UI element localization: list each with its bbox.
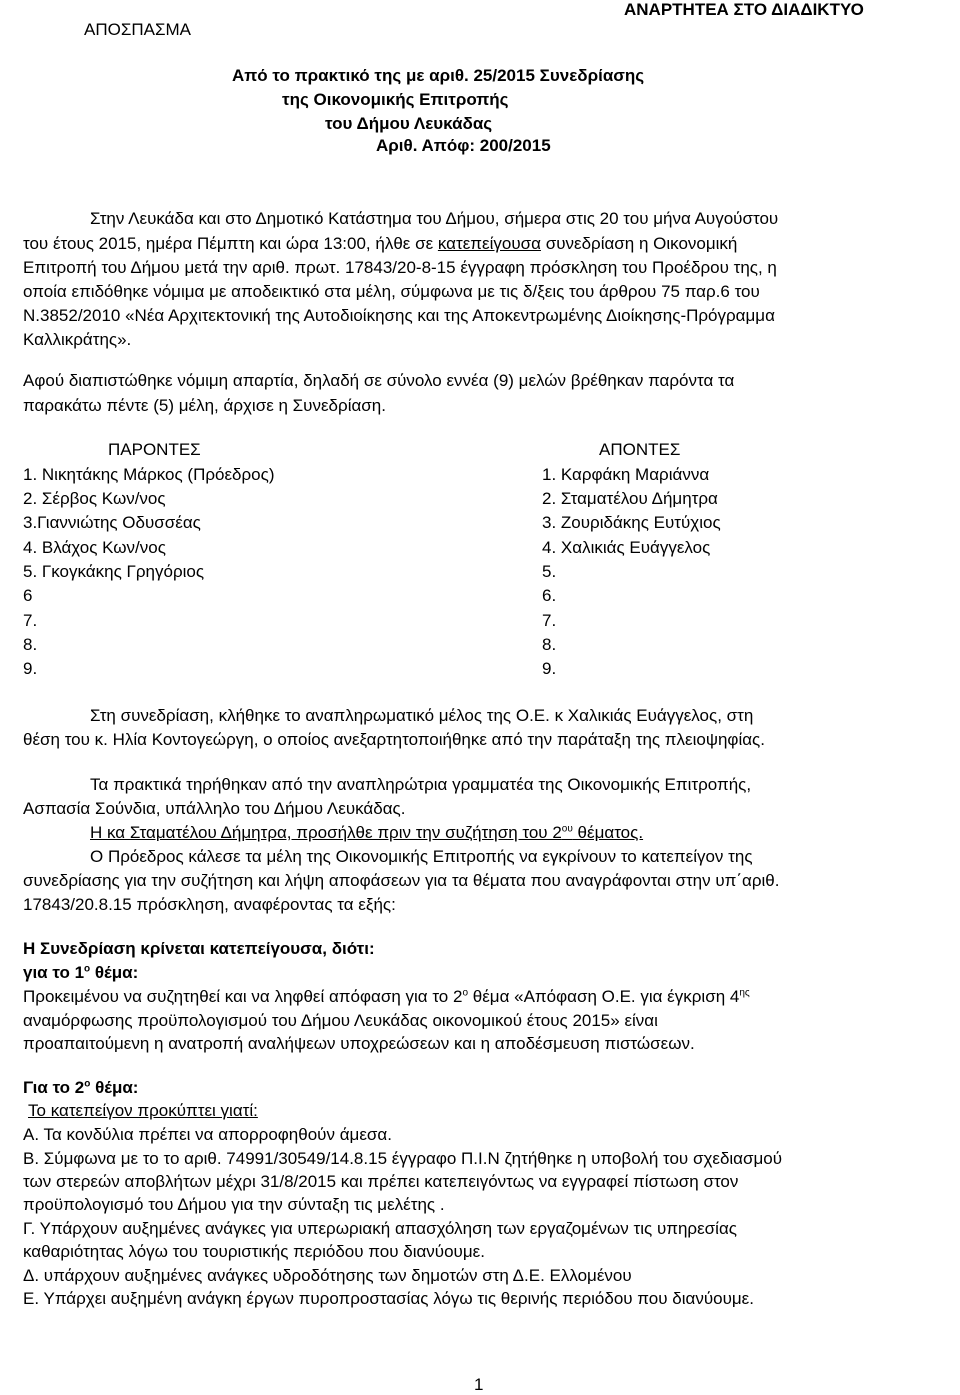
- page-number: 1: [474, 1375, 484, 1394]
- present-member: 5. Γκογκάκης Γρηγόριος: [23, 562, 205, 581]
- substitute-line: Στη συνεδρίαση, κλήθηκε το αναπληρωματικό μέλος της Ο.Ε. κ Χαλικιάς Ευάγγελος, στη: [90, 706, 754, 725]
- reason-item: των στερεών αποβλήτων μέχρι 31/8/2015 και πρέπει κατεπειγόντως να εγγραφεί πίστωση στον: [23, 1172, 739, 1191]
- reason-item: Γ. Υπάρχουν αυξημένες ανάγκες για υπερωριακή απασχόληση των εργαζομένων τις υπηρεσίας: [23, 1219, 737, 1238]
- invite-line: συνεδρίασης για την συζήτηση και λήψη αποφάσεων για τα θέματα που αναγράφονται στην υπ΄αριθ.: [23, 871, 780, 890]
- intro-line: Ν.3852/2010 «Νέα Αρχιτεκτονική της Αυτοδιοίκησης και της Αποκεντρωμένης Διοίκησης-Πρόγραμμα: [23, 306, 775, 325]
- substitute-line: θέση του κ. Ηλία Κοντογεώργη, ο οποίος ανεξαρτητοποιήθηκε από την παράταξη της πλειοψηφίας.: [23, 730, 765, 749]
- reason-item: καθαριότητας λόγω του τουριστικής περιόδου που διανύουμε.: [23, 1242, 485, 1261]
- arrival-superscript: ου: [561, 823, 573, 835]
- urgent-word: κατεπείγουσα: [437, 234, 541, 253]
- topic1-line: προαπαιτούμενη η ανατροπή αναλήψεων υποχρεώσεων και η αποδέσμευση πιστώσεων.: [23, 1034, 695, 1053]
- absent-member: 5.: [542, 562, 557, 581]
- absent-member: 9.: [542, 659, 557, 678]
- absent-member: 1. Καρφάκη Μαριάννα: [542, 465, 710, 484]
- absent-member: 4. Χαλικιάς Ευάγγελος: [542, 538, 711, 557]
- topic1-line: [23, 987, 750, 1007]
- invite-line: Ο Πρόεδρος κάλεσε τα μέλη της Οικονομικής Επιτροπής να εγκρίνουν το κατεπείγον της: [90, 847, 753, 866]
- topic2-superscript: ο: [84, 1078, 91, 1090]
- topic1-text: θέμα «Απόφαση Ο.Ε. για έγκριση 4: [468, 987, 740, 1006]
- topic2-reason: Το κατεπείγον προκύπτει γιατί:: [28, 1101, 258, 1120]
- topic1-line: αναμόρφωσης προϋπολογισμού του Δήμου Λευκάδας οικονομικού έτους 2015» είναι: [23, 1011, 658, 1030]
- arrival-text: θέματος.: [572, 823, 644, 842]
- present-member: 9.: [23, 659, 38, 678]
- topic1-superscript: ο: [462, 987, 469, 999]
- decision-number: Αριθ. Απόφ: 200/2015: [376, 136, 551, 155]
- intro-text: του έτους 2015, ημέρα Πέμπτη και ώρα 13:00, ήλθε σε: [23, 234, 434, 253]
- secretary-line: Τα πρακτικά τηρήθηκαν από την αναπληρώτρια γραμματέα της Οικονομικής Επιτροπής,: [90, 775, 752, 794]
- invite-line: 17843/20.8.15 πρόσκληση, αναφέροντας τα εξής:: [23, 895, 396, 914]
- absent-header: ΑΠΟΝΤΕΣ: [599, 440, 681, 459]
- reason-item: Β. Σύμφωνα με το το αριθ. 74991/30549/14.8.15 έγγραφο Π.Ι.Ν ζητήθηκε η υποβολή του σχεδιασμού: [23, 1149, 783, 1168]
- topic2-heading: [23, 1078, 138, 1098]
- topic2-text: Για το 2: [23, 1078, 85, 1097]
- reason-item: Δ. υπάρχουν αυξημένες ανάγκες υδροδότησης των δημοτών στη Δ.Ε. Ελλομένου: [23, 1266, 632, 1285]
- extract-label: ΑΠΟΣΠΑΣΜΑ: [84, 20, 191, 39]
- absent-member: 3. Ζουριδάκης Ευτύχιος: [542, 513, 721, 532]
- reason-item: προϋπολογισμό του Δήμου για την σύνταξη τις μελέτης .: [23, 1195, 445, 1214]
- topic1-heading: [23, 963, 138, 983]
- topic1-superscript: ης: [739, 987, 750, 999]
- minutes-line-1: Από το πρακτικό της με αριθ. 25/2015 Συνεδρίασης: [232, 66, 645, 85]
- present-member: 6: [23, 586, 33, 605]
- minutes-line-2: της Οικονομικής Επιτροπής: [282, 90, 509, 109]
- intro-line: Καλλικράτης».: [23, 330, 132, 349]
- minutes-line-3: του Δήμου Λευκάδας: [325, 114, 493, 133]
- present-member: 1. Νικητάκης Μάρκος (Πρόεδρος): [23, 465, 275, 484]
- intro-text: συνεδρίαση η Οικονομική: [545, 234, 738, 253]
- intro-line: Επιτροπή του Δήμου μετά την αριθ. πρωτ. 17843/20-8-15 έγγραφη πρόσκληση του Προέδρου της, η: [23, 258, 777, 277]
- topic1-superscript: ο: [84, 963, 91, 975]
- present-member: 7.: [23, 611, 38, 630]
- absent-member: 2. Σταματέλου Δήμητρα: [542, 489, 718, 508]
- present-member: 3.Γιαννιώτης Οδυσσέας: [23, 513, 201, 532]
- topic1-text: Προκειμένου να συζητηθεί και να ληφθεί απόφαση για το 2: [23, 987, 463, 1006]
- secretary-line: Ασπασία Σούνδια, υπάλληλο του Δήμου Λευκάδας.: [23, 799, 406, 818]
- present-member: 4. Βλάχος Κων/νος: [23, 538, 166, 557]
- intro-line: [23, 234, 737, 254]
- intro-line: Στην Λευκάδα και στο Δημοτικό Κατάστημα του Δήμου, σήμερα στις 20 του μήνα Αυγούστου: [90, 209, 779, 228]
- intro-line: οποία επιδόθηκε νόμιμα με αποδεικτικό στα μέλη, σύμφωνα με τις δ/ξεις του άρθρου 75 παρ.6 του: [23, 282, 760, 301]
- arrival-text: Η κα Σταματέλου Δήμητρα, προσήλθε πριν την συζήτηση του 2: [90, 823, 562, 842]
- reason-item: Α. Τα κονδύλια πρέπει να απορροφηθούν άμεσα.: [23, 1125, 392, 1144]
- topic1-text: θέμα:: [90, 963, 139, 982]
- urgency-heading: Η Συνεδρίαση κρίνεται κατεπείγουσα, διότι:: [23, 939, 375, 958]
- present-header: ΠΑΡΟΝΤΕΣ: [108, 440, 201, 459]
- posted-label: ΑΝΑΡΤΗΤΕΑ ΣΤΟ ΔΙΑΔΙΚΤΥΟ: [624, 0, 864, 19]
- topic2-text: θέμα:: [90, 1078, 139, 1097]
- absent-member: 7.: [542, 611, 557, 630]
- quorum-line: Αφού διαπιστώθηκε νόμιμη απαρτία, δηλαδή σε σύνολο εννέα (9) μελών βρέθηκαν παρόντα τα: [23, 371, 735, 390]
- present-member: 8.: [23, 635, 38, 654]
- arrival-line: [90, 823, 643, 843]
- reason-item: Ε. Υπάρχει αυξημένη ανάγκη έργων πυροπροστασίας λόγω τις θερινής περιόδου που διανύουμε.: [23, 1289, 754, 1308]
- absent-member: 6.: [542, 586, 557, 605]
- absent-member: 8.: [542, 635, 557, 654]
- quorum-line: παρακάτω πέντε (5) μέλη, άρχισε η Συνεδρίαση.: [23, 396, 386, 415]
- topic1-text: για το 1: [23, 963, 85, 982]
- present-member: 2. Σέρβος Κων/νος: [23, 489, 166, 508]
